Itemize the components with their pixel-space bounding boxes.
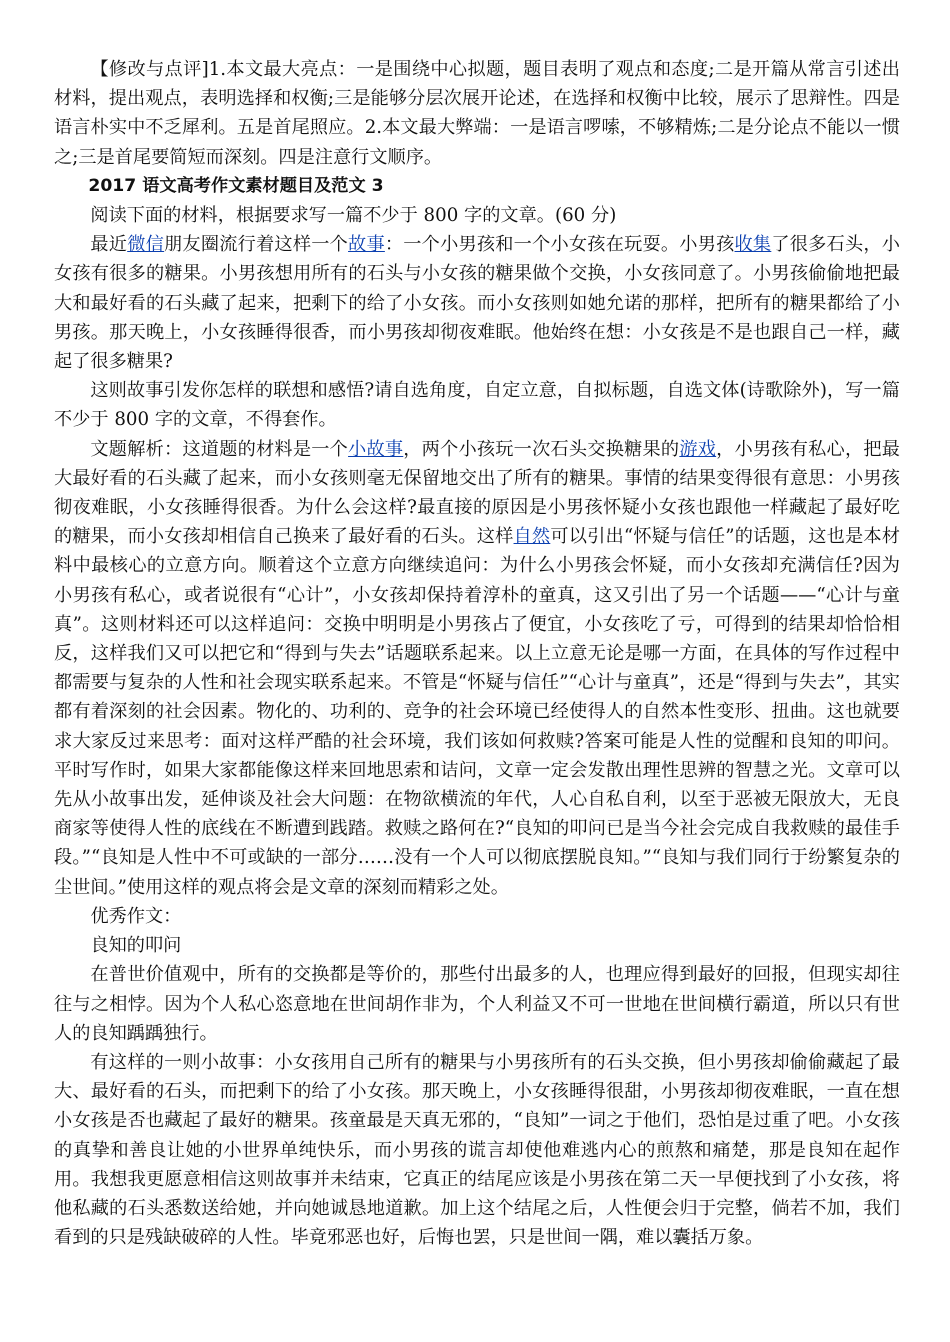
link-small-story[interactable]: 小故事 [348, 438, 404, 460]
text-segment: 可以引出“怀疑与信任”的话题，这也是本材料中最核心的立意方向。顺着这个立意方向继续追问：为什么小男孩会怀疑，而小女孩却充满信任?因为小男孩有私心，或者说很有“心计”，小女孩却保持着淳朴的童真，这又引出了另一个话题——“心计与童真”。这则材料还可以这样追问：交换中明明是小男孩占了便宜，小女孩吃了亏，可得到的结果却恰恰相反，这样我们又可以把它和“得到与失去”话题联系起来。以上立意无论是哪一方面，在具体的写作过程中都需要与复杂的人性和社会现实联系起来。不管是“怀疑与信任”“心计与童真”，还是“得到与失去”，其实都有着深刻的社会因素。物化的、功利的、竞争的社会环境已经使得人的自然本性变形、扭曲。这也就要求大家反过来思考：面对这样严酷的社会环境，我们该如何救赎?答案可能是人性的觉醒和良知的叩问。平时写作时，如果大家都能像这样来回地思索和诘问，文章一定会发散出理性思辨的智慧之光。文章可以先从小故事出发，延伸谈及社会大问题：在物欲横流的年代，人心自私自利，以至于恶被无限放大，无良商家等使得人性的底线在不断遭到践踏。救赎之路何在?“良知的叩问已是当今社会完成自我救赎的最佳手段。”“良知是人性中不可或缺的一部分……没有一个人可以彻底摆脱良知。”“良知与我们同行于纷繁复杂的尘世间。”使用这样的观点将会是文章的深刻而精彩之处。 [54, 526, 900, 898]
prompt-instruction: 阅读下面的材料，根据要求写一篇不少于 800 字的文章。(60 分) [90, 205, 617, 227]
link-story[interactable]: 故事 [348, 234, 385, 256]
text-segment: ：一个小男孩和一个小女孩在玩耍。小男孩 [384, 234, 735, 256]
material-paragraph [54, 230, 900, 376]
link-game[interactable]: 游戏 [679, 438, 717, 460]
requirement-paragraph: 这则故事引发你怎样的联想和感悟?请自选角度，自定立意，自拟标题，自选文体(诗歌除外)，写一篇不少于 800 字的文章，不得套作。 [54, 380, 900, 431]
essay-title: 良知的叩问 [90, 935, 182, 957]
section-heading: 2017 语文高考作文素材题目及范文 3 [88, 175, 384, 196]
text-segment: ，小男孩有私心，把最大最好看的石头藏了起来，而小女孩则毫无保留地交出了所有的糖果。事情的结果变得很有意思：小男孩彻夜难眠，小女孩睡得很香。为什么会这样?最直接的原因是小男孩怀疑小女孩也跟他一样藏起了最好吃的糖果，而小女孩却相信自己换来了最好看的石头。这样 [54, 438, 900, 548]
analysis-paragraph [54, 435, 900, 902]
link-nature[interactable]: 自然 [513, 526, 551, 548]
essay-label: 优秀作文： [90, 905, 182, 927]
text-segment: 了很多石头，小女孩有很多的糖果。小男孩想用所有的石头与小女孩的糖果做个交换，小女孩同意了。小男孩偷偷地把最大和最好看的石头藏了起来，把剩下的给了小女孩。而小女孩则如她允诺的那样，把所有的糖果都给了小男孩。那天晚上，小女孩睡得很香，而小男孩却彻夜难眠。他始终在想：小女孩是不是也跟自己一样，藏起了很多糖果? [54, 234, 900, 373]
text-segment: 文题解析：这道题的材料是一个 [90, 438, 349, 460]
text-segment: 朋友圈流行着这样一个 [164, 234, 349, 256]
link-collect[interactable]: 收集 [734, 234, 772, 256]
review-paragraph: 【修改与点评]1.本文最大亮点：一是围绕中心拟题，题目表明了观点和态度;二是开篇从常言引述出材料，提出观点，表明选择和权衡;三是能够分层次展开论述，在选择和权衡中比较，展示了思辩性。四是语言朴实中不乏犀利。五是首尾照应。2.本文最大弊端：一是语言啰嗦，不够精炼;二是分论点不能以一惯之;三是首尾要简短而深刻。四是注意行文顺序。 [54, 59, 900, 168]
link-wechat[interactable]: 微信 [127, 234, 165, 256]
essay-paragraph-1: 在普世价值观中，所有的交换都是等价的，那些付出最多的人，也理应得到最好的回报，但现实却往往与之相悖。因为个人私心恣意地在世间胡作非为，个人利益又不可一世地在世间横行霸道，所以只有世人的良知踽踽独行。 [54, 964, 900, 1044]
essay-paragraph-2: 有这样的一则小故事：小女孩用自己所有的糖果与小男孩所有的石头交换，但小男孩却偷偷藏起了最大、最好看的石头，而把剩下的给了小女孩。那天晚上，小女孩睡得很甜，小男孩却彻夜难眠，一直在想小女孩是否也藏起了最好的糖果。孩童最是天真无邪的，“良知”一词之于他们，恐怕是过重了吧。小女孩的真挚和善良让她的小世界单纯快乐，而小男孩的谎言却使他难逃内心的煎熬和痛楚，那是良知在起作用。我想我更愿意相信这则故事并未结束，它真正的结尾应该是小男孩在第二天一早便找到了小女孩，将他私藏的石头悉数送给她，并向她诚恳地道歉。加上这个结尾之后，人性便会归于完整，倘若不加，我们看到的只是残缺破碎的人性。毕竟邪恶也好，后悔也罢，只是世间一隅，难以囊括万象。 [54, 1051, 900, 1249]
text-segment: ，两个小孩玩一次石头交换糖果的 [403, 438, 680, 460]
text-segment: 最近 [90, 234, 128, 256]
